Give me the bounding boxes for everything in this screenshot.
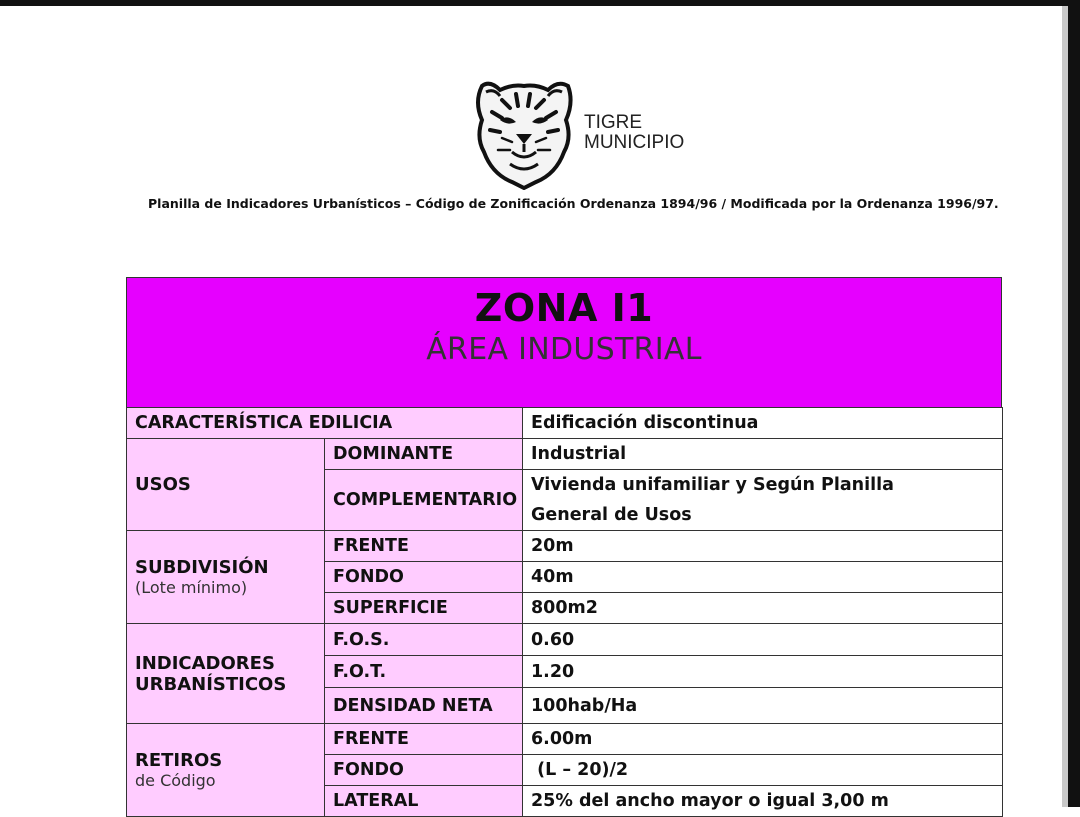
table-row — [127, 624, 1003, 656]
indicadores-densidad-label: DENSIDAD NETA — [325, 688, 523, 724]
table-row — [127, 724, 1003, 755]
indicadores-label-line-1: INDICADORES — [135, 652, 275, 674]
caracteristica-label: CARACTERÍSTICA EDILICIA — [127, 408, 523, 439]
indicadores-label — [127, 624, 325, 724]
indicadores-densidad-value: 100hab/Ha — [523, 688, 1003, 724]
zone-title: ZONA I1 — [474, 286, 654, 330]
indicadores-fot-value: 1.20 — [523, 656, 1003, 688]
retiros-frente-value: 6.00m — [523, 724, 1003, 755]
parameters-table — [126, 407, 1003, 817]
usos-complementario-line-2: General de Usos — [531, 505, 692, 525]
retiros-lateral-label: LATERAL — [325, 786, 523, 817]
caracteristica-value: Edificación discontinua — [523, 408, 1003, 439]
retiros-fondo-label: FONDO — [325, 755, 523, 786]
indicadores-fos-value: 0.60 — [523, 624, 1003, 656]
indicadores-fot-label: F.O.T. — [325, 656, 523, 688]
subdivision-label-text: SUBDIVISIÓN — [135, 557, 269, 578]
retiros-label-text: RETIROS — [135, 750, 223, 771]
usos-complementario-value — [523, 470, 1003, 531]
subdivision-fondo-value: 40m — [523, 562, 1003, 593]
retiros-sublabel: de Código — [135, 771, 216, 790]
retiros-fondo-value: (L – 20)/2 — [523, 755, 1003, 786]
subdivision-sublabel: (Lote mínimo) — [135, 578, 248, 597]
indicadores-label-line-2: URBANÍSTICOS — [135, 673, 287, 695]
municipio-logo-text — [584, 113, 684, 153]
subdivision-label — [127, 531, 325, 624]
indicadores-fos-label: F.O.S. — [325, 624, 523, 656]
tiger-logo-icon — [472, 78, 576, 190]
zone-subtitle: ÁREA INDUSTRIAL — [426, 332, 702, 367]
subdivision-superficie-label: SUPERFICIE — [325, 593, 523, 624]
window-top-edge — [0, 0, 1080, 6]
usos-complementario-label: COMPLEMENTARIO — [325, 470, 523, 531]
subdivision-superficie-value: 800m2 — [523, 593, 1003, 624]
usos-label-text: USOS — [135, 474, 191, 495]
table-row — [127, 439, 1003, 470]
subdivision-fondo-label: FONDO — [325, 562, 523, 593]
table-row — [127, 408, 1003, 439]
retiros-frente-label: FRENTE — [325, 724, 523, 755]
retiros-label — [127, 724, 325, 817]
subdivision-frente-label: FRENTE — [325, 531, 523, 562]
usos-complementario-line-1: Vivienda unifamiliar y Según Planilla — [531, 475, 894, 495]
usos-dominante-label: DOMINANTE — [325, 439, 523, 470]
retiros-lateral-value: 25% del ancho mayor o igual 3,00 m — [523, 786, 1003, 817]
window-right-edge — [1068, 0, 1080, 807]
logo-line-1: TIGRE — [584, 112, 643, 133]
document-subtitle: Planilla de Indicadores Urbanísticos – Código de Zonificación Ordenanza 1894/96 / Modificada por la Ordenanza 1996/97. — [148, 196, 999, 211]
usos-label — [127, 439, 325, 531]
usos-dominante-value: Industrial — [523, 439, 1003, 470]
logo-line-2: MUNICIPIO — [584, 132, 685, 153]
subdivision-frente-value: 20m — [523, 531, 1003, 562]
table-row — [127, 531, 1003, 562]
zone-header — [126, 277, 1002, 408]
